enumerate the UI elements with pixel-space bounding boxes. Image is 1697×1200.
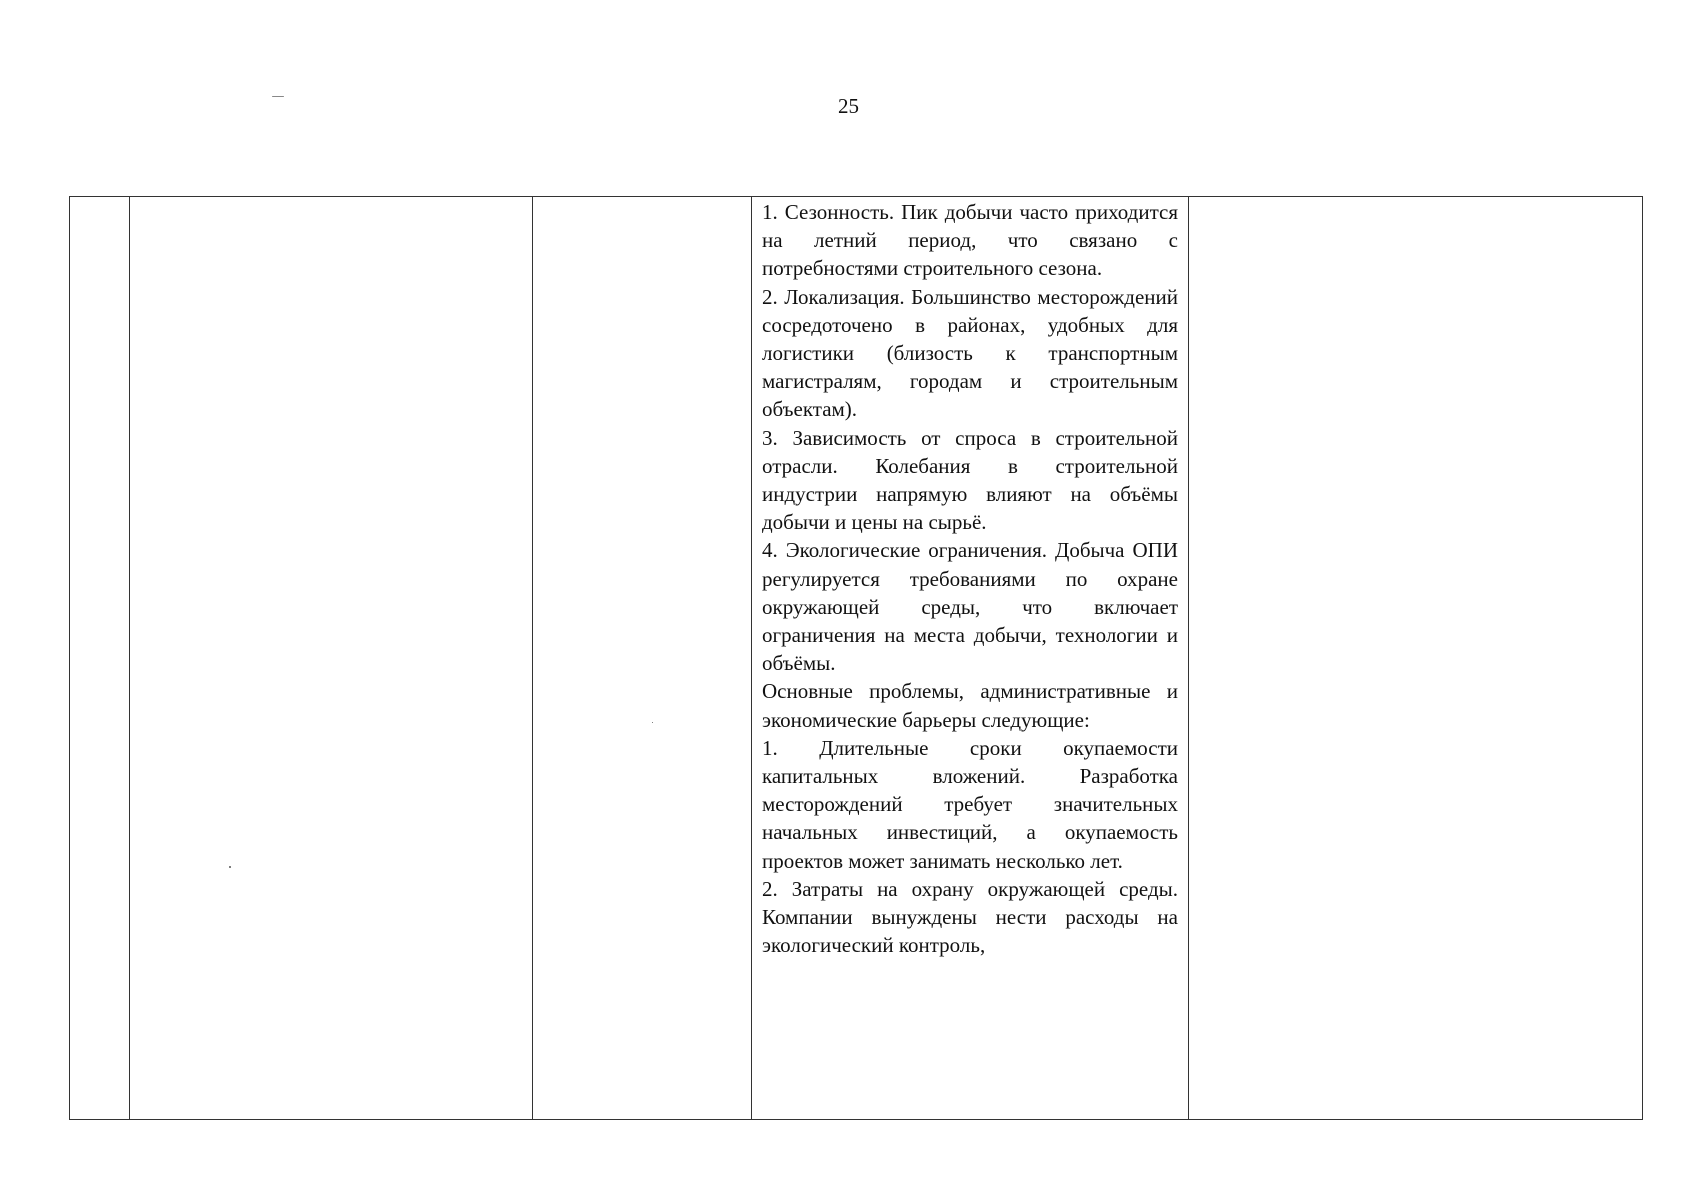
scan-speck: [272, 96, 284, 97]
paragraph-localization: 2. Локализация. Большинство месторождений сосредоточено в районах, удобных для логистики (близость к транспортным магистралям, городам и строительным объектам).: [762, 284, 1178, 422]
paragraph-payback-periods: 1. Длительные сроки окупаемости капитальных вложений. Разработка месторождений требует значительных начальных инвестиций, а окупаемость проектов может занимать несколько лет.: [762, 735, 1178, 873]
page-number: 25: [838, 94, 859, 118]
table-cell-name: [130, 197, 533, 1120]
description-text: [752, 197, 1188, 1119]
paragraph-problems-intro: Основные проблемы, административные и экономические барьеры следующие:: [762, 679, 1178, 732]
table-cell-notes: [1189, 197, 1643, 1120]
table-cell-number: [70, 197, 130, 1120]
table-cell-description: [752, 197, 1189, 1120]
table-row: [70, 197, 1643, 1120]
paragraph-environment-costs: 2. Затраты на охрану окружающей среды. Компании вынуждены нести расходы на экологический контроль,: [762, 876, 1178, 958]
paragraph-seasonality: 1. Сезонность. Пик добычи часто приходится на летний период, что связано с потребностями строительного сезона.: [762, 200, 1178, 281]
table-cell-empty: [533, 197, 752, 1120]
paragraph-ecological-limits: 4. Экологические ограничения. Добыча ОПИ регулируется требованиями по охране окружающей среды, что включает ограничения на места добычи, технологии и объёмы.: [762, 538, 1178, 676]
paragraph-demand-dependence: 3. Зависимость от спроса в строительной отрасли. Колебания в строительной индустрии напрямую влияют на объёмы добычи и цены на сырьё.: [762, 425, 1178, 535]
document-table: [69, 196, 1643, 1120]
